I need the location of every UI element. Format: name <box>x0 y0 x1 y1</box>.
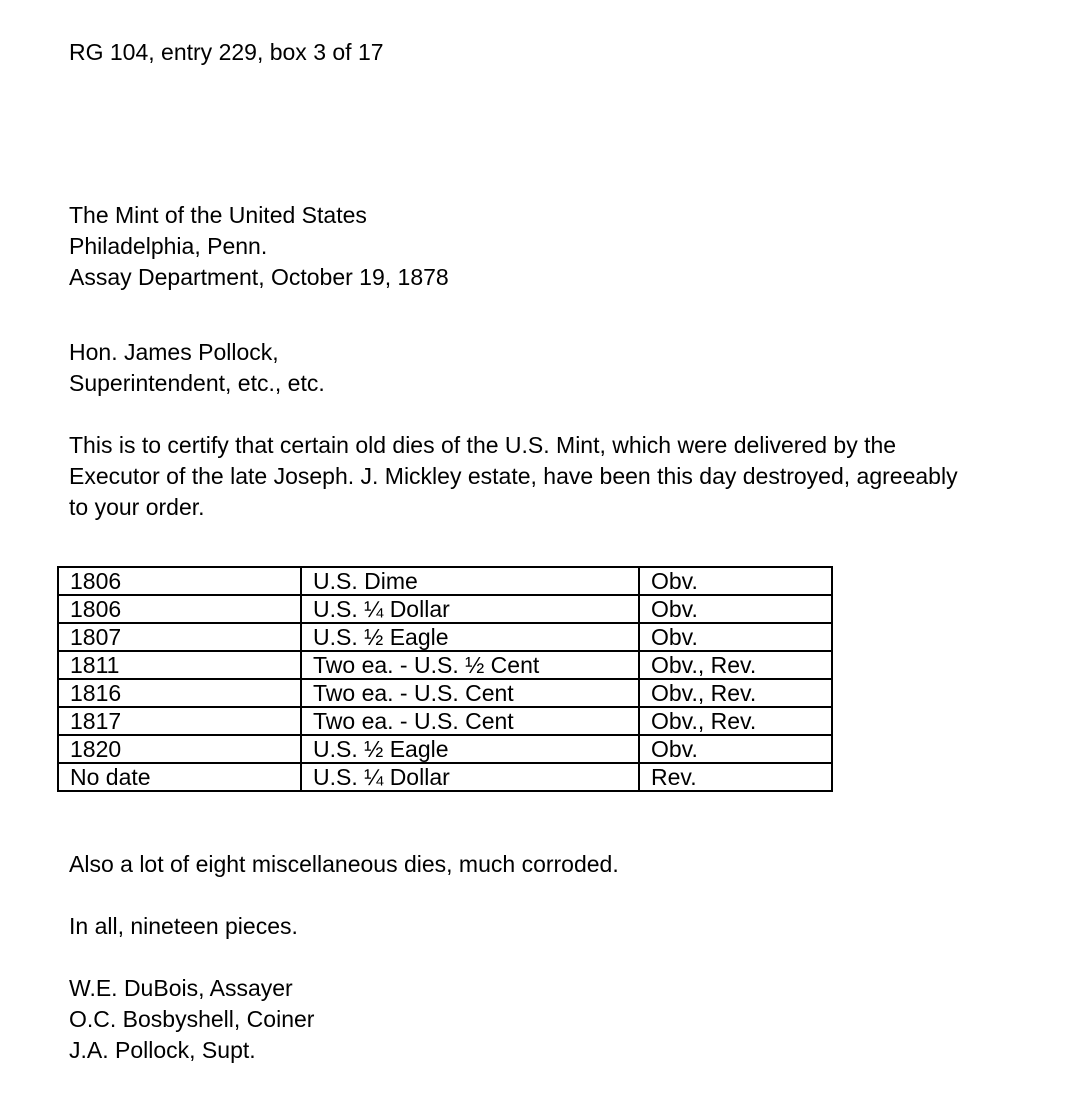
table-row <box>58 567 832 595</box>
date-cell: 1807 <box>58 623 301 651</box>
dies-table <box>57 566 833 792</box>
date-cell: 1817 <box>58 707 301 735</box>
sides-cell: Obv., Rev. <box>639 679 832 707</box>
body-line-1: This is to certify that certain old dies of the U.S. Mint, which were delivered by the <box>69 432 897 458</box>
sides-cell: Obv., Rev. <box>639 651 832 679</box>
signature-superintendent: J.A. Pollock, Supt. <box>69 1037 256 1063</box>
table-row <box>58 707 832 735</box>
denomination-cell: Two ea. - U.S. Cent <box>301 707 639 735</box>
reference-line: RG 104, entry 229, box 3 of 17 <box>69 39 384 65</box>
sides-cell: Obv. <box>639 735 832 763</box>
sides-cell: Obv. <box>639 623 832 651</box>
denomination-cell: Two ea. - U.S. ½ Cent <box>301 651 639 679</box>
date-cell: 1816 <box>58 679 301 707</box>
total-note: In all, nineteen pieces. <box>69 913 298 939</box>
addressee-title: Superintendent, etc., etc. <box>69 370 325 396</box>
body-line-2: Executor of the late Joseph. J. Mickley estate, have been this day destroyed, agreeably <box>69 463 958 489</box>
date-cell: No date <box>58 763 301 791</box>
denomination-cell: U.S. Dime <box>301 567 639 595</box>
also-note: Also a lot of eight miscellaneous dies, much corroded. <box>69 851 619 877</box>
denomination-cell: U.S. ½ Eagle <box>301 623 639 651</box>
denomination-cell: U.S. ½ Eagle <box>301 735 639 763</box>
sides-cell: Obv., Rev. <box>639 707 832 735</box>
date-cell: 1806 <box>58 567 301 595</box>
body-line-3: to your order. <box>69 494 205 520</box>
signature-coiner: O.C. Bosbyshell, Coiner <box>69 1006 315 1032</box>
sides-cell: Obv. <box>639 567 832 595</box>
signature-assayer: W.E. DuBois, Assayer <box>69 975 293 1001</box>
table-row <box>58 595 832 623</box>
table-row <box>58 651 832 679</box>
sides-cell: Rev. <box>639 763 832 791</box>
sides-cell: Obv. <box>639 595 832 623</box>
denomination-cell: U.S. ¼ Dollar <box>301 763 639 791</box>
date-cell: 1820 <box>58 735 301 763</box>
letterhead-line-1: The Mint of the United States <box>69 202 367 228</box>
table-row <box>58 763 832 791</box>
denomination-cell: Two ea. - U.S. Cent <box>301 679 639 707</box>
table-row <box>58 735 832 763</box>
letterhead-line-2: Philadelphia, Penn. <box>69 233 268 259</box>
date-cell: 1806 <box>58 595 301 623</box>
letterhead-date-line: Assay Department, October 19, 1878 <box>69 264 449 290</box>
denomination-cell: U.S. ¼ Dollar <box>301 595 639 623</box>
date-cell: 1811 <box>58 651 301 679</box>
table-row <box>58 679 832 707</box>
addressee-name: Hon. James Pollock, <box>69 339 279 365</box>
table-row <box>58 623 832 651</box>
